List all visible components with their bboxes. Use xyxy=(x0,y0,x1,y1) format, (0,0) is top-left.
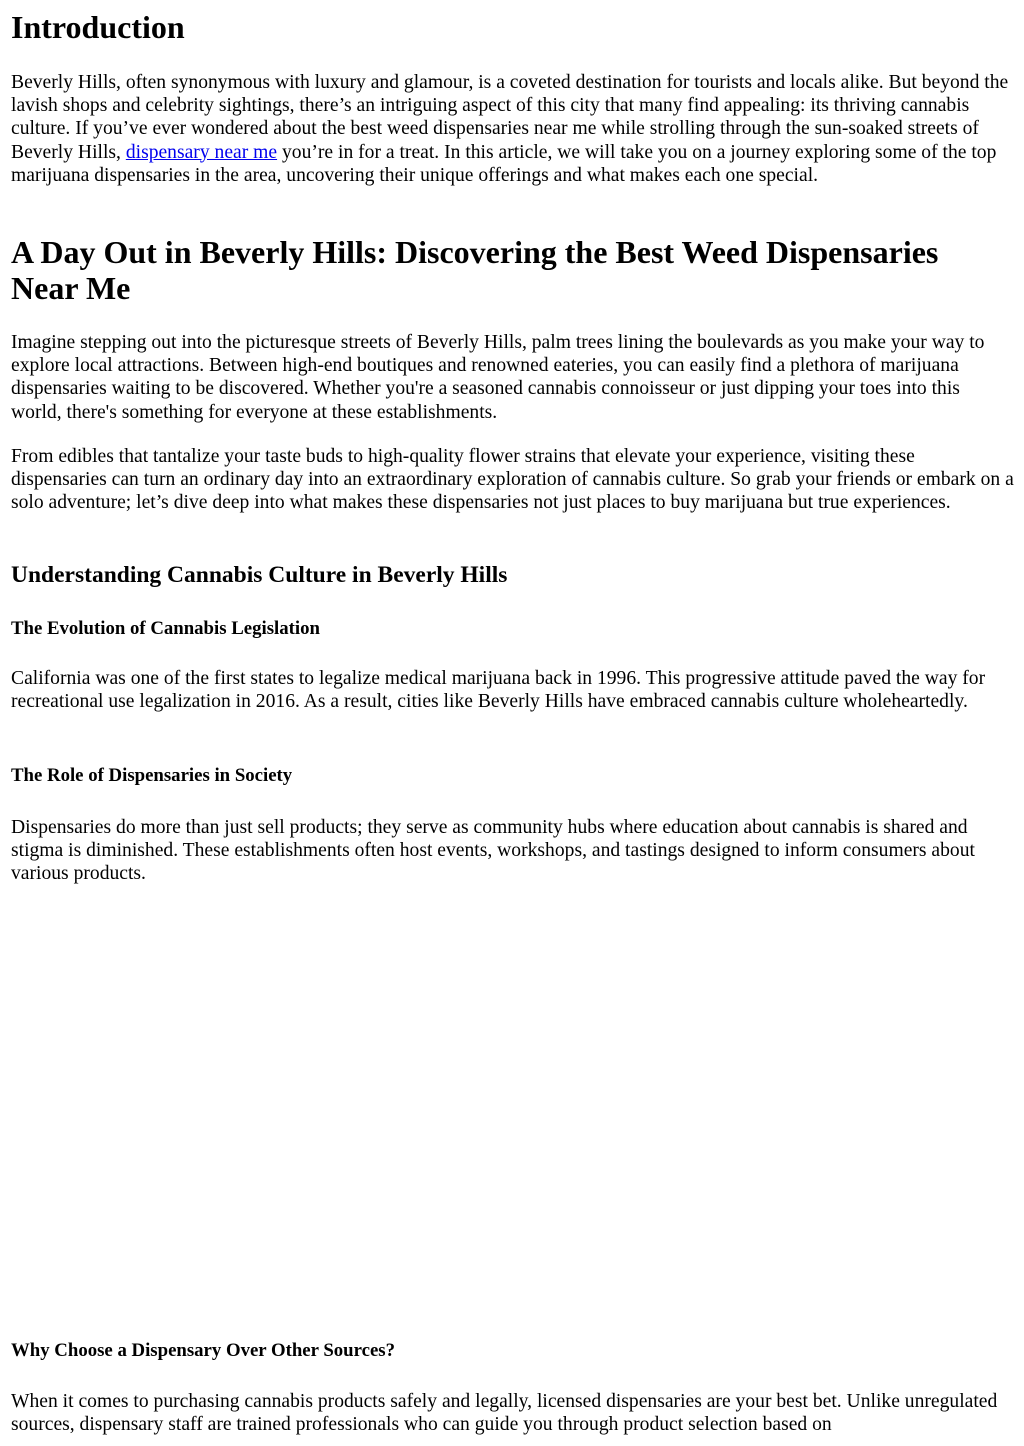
evolution-paragraph: California was one of the first states to legalize medical marijuana back in 1996. This progressive attitude paved the way for recreational use legalization in 2016. As a result, cities like Beverly Hills have embraced cannabis culture wholeheartedly. xyxy=(11,668,986,713)
main-heading: A Day Out in Beverly Hills: Discovering the Best Weed Dispensaries Near Me xyxy=(11,234,939,306)
why-heading: Why Choose a Dispensary Over Other Sources? xyxy=(11,1340,395,1361)
role-paragraph: Dispensaries do more than just sell products; they serve as community hubs where education about cannabis is shared and stigma is diminished. These establishments often host events, workshops, and tastings designed to inform consumers about various products. xyxy=(11,817,975,885)
main-paragraph-1: Imagine stepping out into the picturesque streets of Beverly Hills, palm trees lining the boulevards as you make your way to explore local attractions. Between high-end boutiques and renowned eateries, you can easily find a plethora of marijuana dispensaries waiting to be discovered. Whether you're a seasoned cannabis connoisseur or just dipping your toes into this world, there's something for everyone at these establishments. xyxy=(11,332,985,423)
why-paragraph: When it comes to purchasing cannabis products safely and legally, licensed dispensaries are your best bet. Unlike unregulated sources, dispensary staff are trained professionals who can guide you through product selection based on xyxy=(11,1391,998,1436)
role-heading: The Role of Dispensaries in Society xyxy=(11,765,293,786)
dispensary-near-me-link[interactable]: dispensary near me xyxy=(125,141,278,163)
intro-text-before-link: Beverly Hills, often synonymous with luxury and glamour, is a coveted destination for tourists and locals alike. But beyond the lavish shops and celebrity sightings, there’s an intriguing aspect of this city that many find appealing: its thriving cannabis culture. If you’ve ever wondered about the best weed dispensaries near me while strolling through the sun-soaked streets of Beverly Hills, xyxy=(11,72,1009,163)
evolution-heading: The Evolution of Cannabis Legislation xyxy=(11,618,320,639)
culture-heading: Understanding Cannabis Culture in Beverly Hills xyxy=(11,562,508,588)
intro-heading: Introduction xyxy=(11,9,185,45)
main-paragraph-2: From edibles that tantalize your taste buds to high-quality flower strains that elevate your experience, visiting these dispensaries can turn an ordinary day into an extraordinary exploration of cannabis culture. So grab your friends or embark on a solo adventure; let’s dive deep into what makes these dispensaries not just places to buy marijuana but true experiences. xyxy=(11,446,1014,514)
intro-text-after-link: you’re in for a treat. In this article, we will take you on a journey exploring some of the top marijuana dispensaries in the area, uncovering their unique offerings and what makes each one special. xyxy=(11,141,997,186)
intro-paragraph xyxy=(11,71,1014,187)
